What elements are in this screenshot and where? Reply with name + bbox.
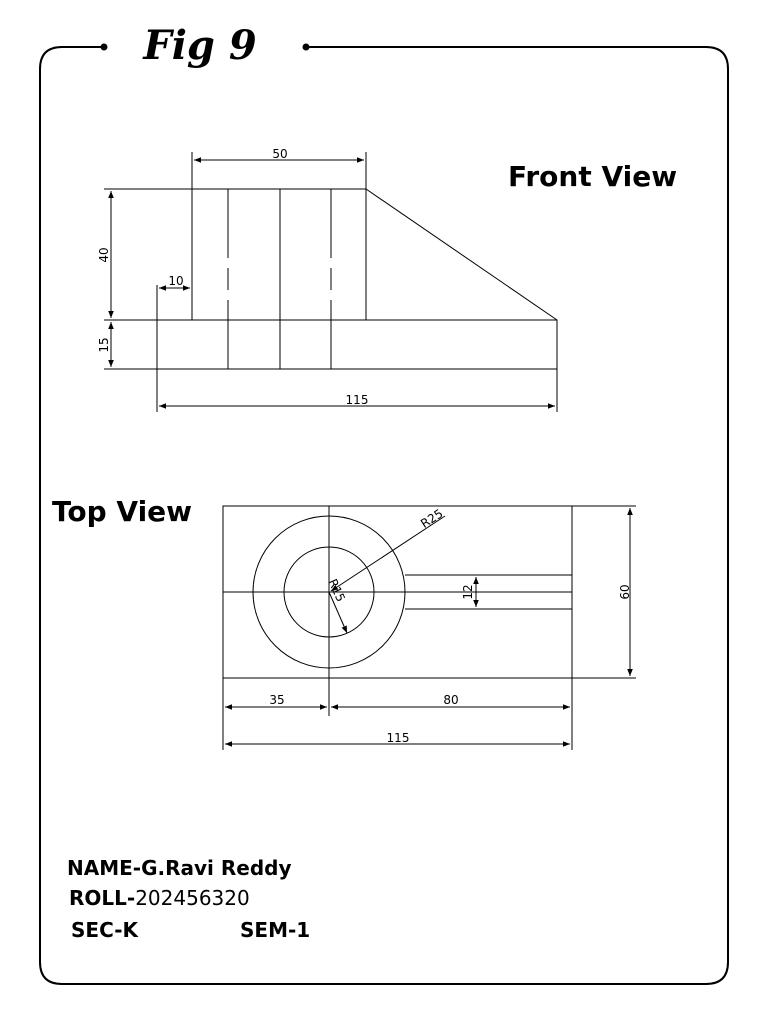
top-dim-115-text: 115 bbox=[386, 731, 410, 745]
front-view-dim-text bbox=[97, 147, 368, 407]
roll-value: 202456320 bbox=[135, 886, 250, 910]
student-section: SEC-K bbox=[71, 918, 139, 942]
top-dim-60-text: 60 bbox=[618, 584, 632, 600]
front-upright bbox=[192, 189, 366, 320]
top-r25-text: R25 bbox=[418, 506, 446, 531]
student-name: NAME-G.Ravi Reddy bbox=[67, 856, 292, 880]
top-dim-80-text: 80 bbox=[443, 693, 459, 707]
front-view-label: Front View bbox=[508, 160, 678, 193]
top-dim-12-text: 12 bbox=[461, 584, 475, 600]
front-dim-10-text: 10 bbox=[168, 274, 184, 288]
frame-dot-left bbox=[101, 44, 108, 51]
front-dim-15-text: 15 bbox=[97, 337, 111, 353]
top-view-drawing bbox=[223, 506, 636, 750]
student-roll bbox=[69, 885, 250, 911]
front-dim-50-text: 50 bbox=[272, 147, 288, 161]
roll-label: ROLL- bbox=[69, 886, 136, 910]
front-rib bbox=[366, 189, 557, 320]
top-view-dim-text bbox=[269, 506, 632, 745]
frame-dot-right bbox=[303, 44, 310, 51]
front-base bbox=[157, 320, 557, 369]
top-dim-35-text: 35 bbox=[269, 693, 285, 707]
front-dim-115-text: 115 bbox=[345, 393, 369, 407]
top-view-label: Top View bbox=[52, 495, 193, 528]
student-semester: SEM-1 bbox=[240, 918, 311, 942]
figure-title: Fig 9 bbox=[120, 16, 280, 76]
top-r15-text: R15 bbox=[325, 576, 348, 605]
front-dim-40-text: 40 bbox=[97, 247, 111, 263]
